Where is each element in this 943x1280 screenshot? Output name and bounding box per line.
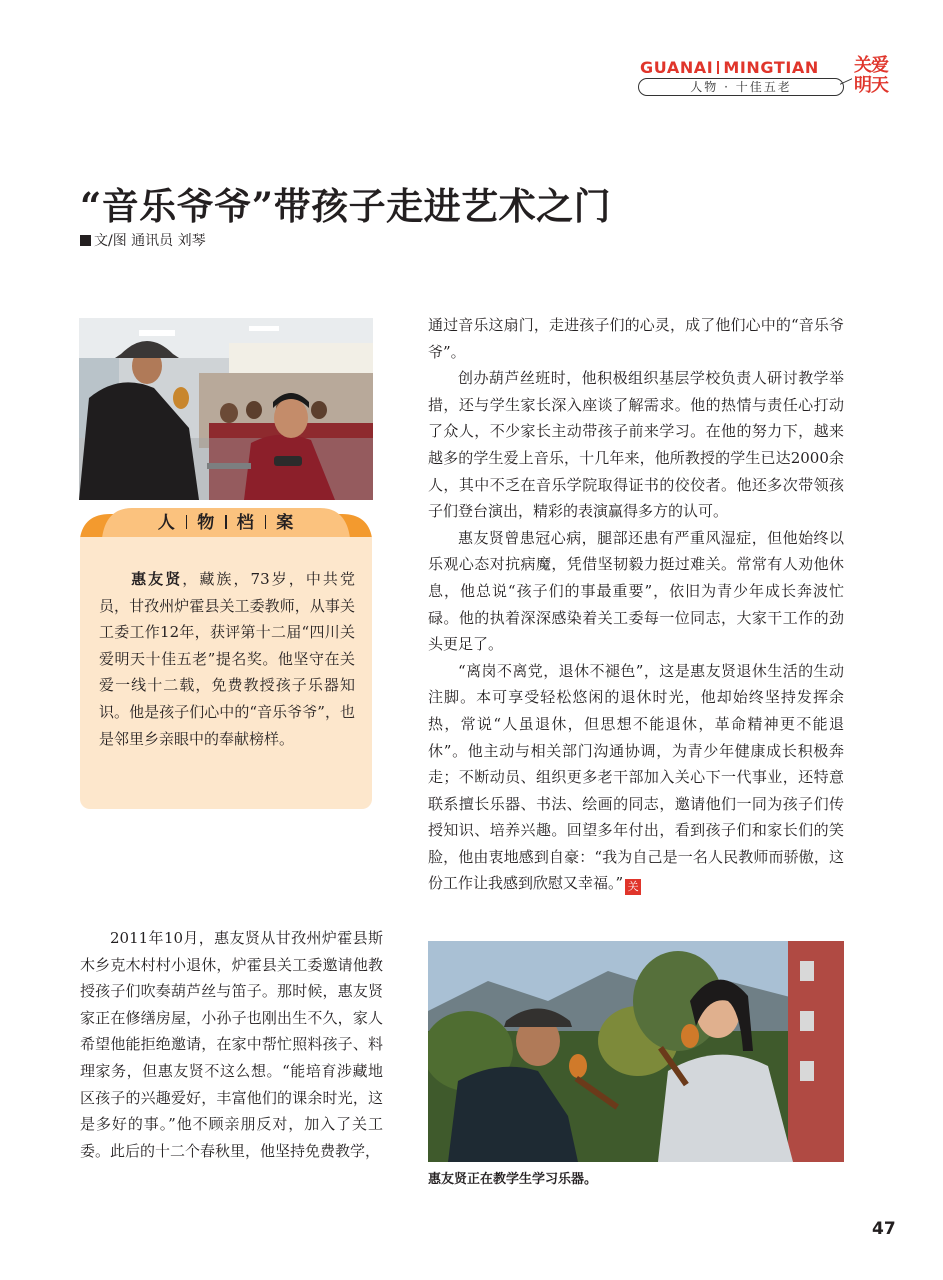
classroom-photo [79,318,373,500]
body-column-right [428,312,844,897]
profile-text [99,566,355,752]
heading-divider [265,515,267,529]
end-mark-icon: 关 [625,879,641,895]
profile-description: ，藏族，73岁，中共党员，甘孜州炉霍县关工委教师，从事关工委工作12年，获评第十二届“四川关爱明天十佳五老”提名奖。他坚守在关爱一线十二载，免费教授孩子乐器知识。他是孩子们心中的“音乐爷爷”，也是邻里乡亲眼中的奉献榜样。 [99,570,355,748]
page-number: 47 [872,1219,896,1239]
magazine-logo [854,56,894,96]
profile-name: 惠友贤 [129,570,183,588]
header-separator [717,61,719,74]
header-speech-bubble [638,78,844,96]
body-paragraph: 通过音乐这扇门，走进孩子们的心灵，成了他们心中的“音乐爷爷”。 [428,316,844,361]
heading-divider [186,515,188,529]
byline [80,230,206,250]
profile-heading-char: 物 [197,513,216,533]
logo-line-1: 关爱 [854,55,888,76]
body-paragraph: 创办葫芦丝班时，他积极组织基层学校负责人研讨教学举措，还与学生家长深入座谈了解需求。他的热情与责任心打动了众人，不少家长主动带孩子前来学习。在他的努力下，越来越多的学生爱上音乐，十几年来，他所教授的学生已达2000余人，其中不乏在音乐学院取得证书的佼佼者。他还多次带领孩子们登台演出，精彩的表演赢得多方的认可。 [428,369,844,521]
header-en-right: MINGTIAN [723,58,819,77]
profile-heading-tab [80,508,372,538]
profile-heading-char: 人 [157,513,176,533]
teaching-photo [428,941,844,1162]
body-paragraph: 惠友贤曾患冠心病，腿部还患有严重风湿症，但他始终以乐观心态对抗病魔，凭借坚韧毅力挺过难关。常常有人劝他休息，他总说“孩子们的事最重要”，依旧为青少年成长奔波忙碌。他的执着深深感染着关工委每一位同志，大家干工作的劲头更足了。 [428,528,844,654]
article-title: “音乐爷爷”带孩子走进艺术之门 [80,184,612,228]
profile-heading-char: 案 [276,513,295,533]
section-header [638,56,898,106]
byline-square-icon [80,235,91,246]
header-en-left: GUANAI [640,58,714,77]
body-paragraph-last [428,658,844,897]
body-paragraph-text: “离岗不离党，退休不褪色”，这是惠友贤退休生活的生动注脚。本可享受轻松悠闲的退休时光，他却始终坚持发挥余热，常说“人虽退休，但思想不能退休，革命精神更不能退休”。他主动与相关部门沟通协调，为青少年健康成长积极奔走；不断动员、组织更多老干部加入关心下一代事业，还特意联系擅长乐器、书法、绘画的同志，邀请他们一同为孩子们传授知识、培养兴趣。回望多年付出，看到孩子们和家长们的笑脸，他由衷地感到自豪：“我为自己是一名人民教师而骄傲，这份工作让我感到欣慰又幸福。” [428,661,844,893]
byline-text: 文/图 通讯员 刘琴 [94,233,206,249]
photo-caption: 惠友贤正在教学生学习乐器。 [428,1172,598,1187]
section-header-english [640,58,819,77]
section-subtitle: 人物 · 十佳五老 [690,80,792,94]
body-paragraph: 2011年10月，惠友贤从甘孜州炉霍县斯木乡克木村村小退休，炉霍县关工委邀请他教授孩子们吹奏葫芦丝与笛子。那时候，惠友贤家正在修缮房屋，小孙子也刚出生不久，家人希望他能拒绝邀请，在家中帮忙照料孩子、料理家务，但惠友贤不这么想。“能培育涉藏地区孩子的兴趣爱好，丰富他们的课余时光，这是多好的事。”他不顾亲朋反对，加入了关工委。此后的十二个春秋里，他坚持免费教学， [80,929,383,1160]
logo-line-2: 明天 [854,75,888,96]
profile-heading-char: 档 [236,513,255,533]
profile-heading [80,508,372,538]
body-column-left [80,925,383,1164]
heading-divider [225,515,227,529]
